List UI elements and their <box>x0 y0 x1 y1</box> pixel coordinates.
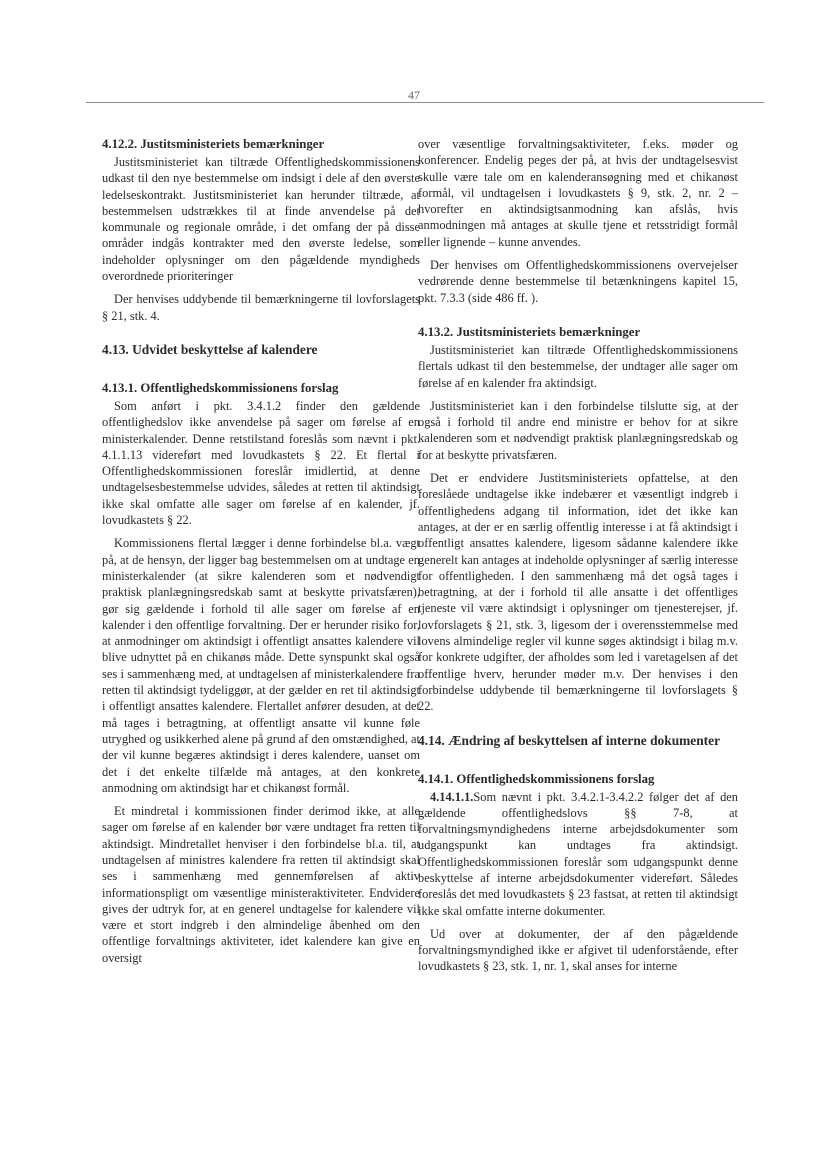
left-column <box>102 136 420 973</box>
paragraph: Justitsministeriet kan tiltræde Offentlighedskommissionens flertals udkast til den bestemmelse, der undtager alle sager om førelse af en kalender fra aktindsigt. <box>418 342 738 390</box>
paragraph-text: Som nævnt i pkt. 3.4.2.1-3.4.2.2 følger det af den gældende offentlighedslovs §§ 7-8, at forvaltningsmyndighedens interne arbejdsdokumenter som udgangspunkt kan undtages fra aktindsigt. Offentlighedskommissionen foreslår som udgangspunkt denne beskyttelse af interne arbejdsdokumenter videreført. Således foreslås det med lovudkastets § 23 fastsat, at retten til aktindsigt ikke skal omfatte interne dokumenter. <box>418 789 738 918</box>
section-heading-4-13-2: 4.13.2. Justitsministeriets bemærkninger <box>418 324 641 339</box>
paragraph: Som anført i pkt. 3.4.1.2 finder den gældende offentlighedslov ikke anvendelse på sager om førelse af en ministerkalender. Denne retstilstand foreslås som nævnt i pkt. 4.1.1.13 videreført med lovudkastets § 22. Et flertal i Offentlighedskommissionen foreslår imidlertid, at denne undtagelsesbestemmelse udvides, således at retten til aktindsigt ikke skal omfatte alle sager om førelse af en kalender, jf. lovudkastets § 22. <box>102 398 420 528</box>
section-heading-4-14: 4.14. Ændring af beskyttelsen af interne dokumenter <box>418 732 721 748</box>
header-rule <box>86 102 764 103</box>
subsection-label: 4.14.1.1. <box>430 789 474 804</box>
paragraph: Der henvises om Offentlighedskommissionens overvejelser vedrørende denne bestemmelse til betænkningens kapitel 15, pkt. 7.3.3 (side 486 ff. ). <box>418 258 738 305</box>
section-heading-4-12-2: 4.12.2. Justitsministeriets bemærkninger <box>102 137 325 151</box>
paragraph: Ud over at dokumenter, der af den pågældende forvaltningsmyndighed ikke er afgivet til udenforstående, efter lovudkastets § 23, stk. 1, nr. 1, skal anses for interne <box>418 926 738 974</box>
paragraph <box>418 789 738 919</box>
section-heading-4-13: 4.13. Udvidet beskyttelse af kalendere <box>102 341 318 357</box>
paragraph: Et mindretal i kommissionen finder derimod ikke, at alle sager om førelse af en kalender bør være undtaget fra retten til aktindsigt. Mindretallet henviser i den forbindelse bl.a. til, at undtagelsen af ministres kalendere fra retten til aktindsigt skal ses i sammenhæng med gennemførelsen af aktiv informationspligt om væsentlige ministeraktiviteter. Endvidere gives der udtryk for, at en generel undtagelse for kalendere vil være et stort indgreb i den almindelige åbenhed om den offentlige forvaltnings aktiviteter, idet kalendere kan give en oversigt <box>102 804 420 965</box>
paragraph: Det er endvidere Justitsministeriets opfattelse, at den foreslåede undtagelse ikke indebærer et væsentligt indgreb i offentlighedens adgang til information, idet det ikke kan antages, at der er en særlig offentlig interesse i at få aktindsigt i offentligt ansattes kalendere, ligesom sådanne kalendere ikke generelt kan antages at indeholde oplysninger af særlig interesse for offentligheden. I den sammenhæng må det også tages i betragtning, at der i forhold til alle ansatte i det offentliges tjeneste vil være aktindsigt i oplysninger om tjenesterejser, jf. lovforslagets § 21, stk. 3, ligesom der i overensstemmelse med lovens almindelige regler vil kunne søges aktindsigt i bilag m.v. for konkrete udgifter, der afholdes som led i varetagelsen af det offentlige hverv, herunder møder m.v. Der henvises i den forbindelse uddybende til bemærkningerne til lovforslagets § 22. <box>418 471 738 714</box>
paragraph: Kommissionens flertal lægger i denne forbindelse bl.a. vægt på, at de hensyn, der ligger bag bestemmelsen om at undtage en ministerkalender (at sikre kalenderen som et nødvendigt praktisk planlægningsredskab samt at beskytte privatsfæren), gør sig gældende i forhold til alle sager om førelse af en kalender i den offentlige forvaltning. Der er herunder risiko for, at anmodninger om aktindsigt i offentligt ansattes kalendere vil blive udnyttet på en chikanøs måde. Dette synspunkt skal også ses i sammenhæng med, at undtagelsen af ministerkalendere fra retten til aktindsigt tydeliggør, at der gælder en ret til aktindsigt i offentligt ansattes kalendere. Flertallet anfører desuden, at det må tages i betragtning, at offentligt ansatte vil kunne føle utryghed og usikkerhed alene på grund af den omstændighed, at der vil kunne begæres aktindsigt i deres kalendere, uanset om det i det enkelte tilfælde må antages, at den konkrete anmodning om aktindsigt har et chikanøst formål. <box>102 536 420 795</box>
paragraph: over væsentlige forvaltningsaktiviteter, f.eks. møder og konferencer. Endelig peges der på, at hvis der undtagelsesvist skulle være tale om en kalenderansøgning med et chikanøst formål, vil undtagelsen i lovudkastets § 9, stk. 2, nr. 2 – hvorefter en aktindsigtsanmodning kan afslås, hvis anmodningen må antages at skulle tjene et retsstridigt formål eller lignende – kunne anvendes. <box>418 137 738 249</box>
paragraph: Der henvises uddybende til bemærkningerne til lovforslagets § 21, stk. 4. <box>102 292 420 323</box>
page-number: 47 <box>408 88 420 102</box>
section-heading-4-13-1: 4.13.1. Offentlighedskommissionens forslag <box>102 380 339 395</box>
right-column <box>418 136 738 982</box>
section-heading-4-14-1: 4.14.1. Offentlighedskommissionens forslag <box>418 771 655 786</box>
paragraph: Justitsministeriet kan tiltræde Offentlighedskommissionens udkast til den nye bestemmelse om indsigt i dele af den øverste ledelseskontrakt. Justitsministeriet kan herunder tiltræde, at bestemmelsen udstrækkes til at finde anvendelse på det kommunale og regionale område, i det omfang der på disse områder indgås kontrakter med den øverste ledelse, som indeholder oplysninger om den pågældende myndigheds overordnede prioriteringer <box>102 155 420 284</box>
paragraph: Justitsministeriet kan i den forbindelse tilslutte sig, at der også i forhold til andre end ministre er behov for at sikre kalenderen som et nødvendigt praktisk planlægningsredskab og for at beskytte privatsfæren. <box>418 398 738 462</box>
